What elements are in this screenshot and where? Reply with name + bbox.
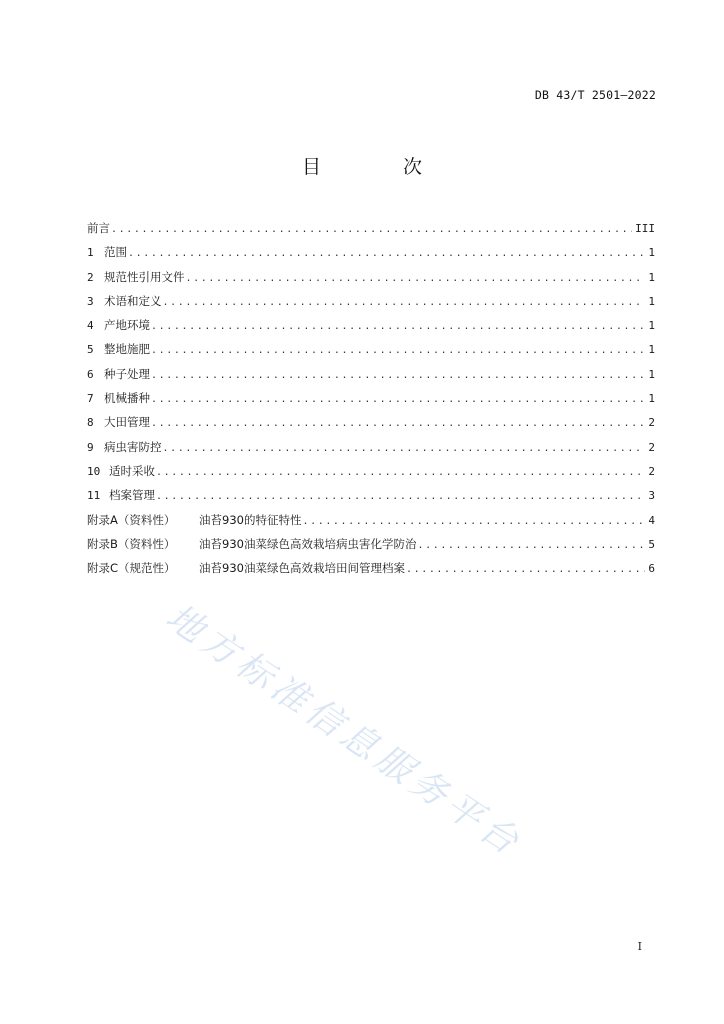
toc-entry-number: 5 — [87, 343, 94, 357]
toc-dot-leader — [186, 271, 646, 287]
toc-entry-label: 范围 — [104, 245, 127, 260]
toc-entry-8[interactable] — [87, 414, 655, 438]
page-number: I — [637, 940, 642, 953]
toc-dot-leader — [156, 489, 645, 505]
toc-dot-leader — [163, 441, 646, 457]
toc-dot-leader — [151, 319, 645, 335]
toc-entry-page: 2 — [648, 440, 655, 454]
toc-entry-label: 前言 — [87, 221, 110, 235]
toc-entry-page: 5 — [648, 537, 655, 551]
toc-entry-label: 病虫害防控 — [104, 439, 162, 454]
toc-dot-leader — [417, 538, 645, 554]
toc-entry-number: 9 — [87, 440, 94, 454]
page-title: 目 次 — [301, 156, 461, 178]
toc-entry-label: 油苔930油菜绿色高效栽培病虫害化学防治 — [199, 536, 417, 551]
toc-entry-page: 2 — [648, 416, 655, 430]
toc-entry-page: 1 — [648, 392, 655, 406]
toc-entry-page: 4 — [648, 513, 655, 527]
toc-entry-label: 档案管理 — [109, 488, 155, 503]
toc-entry-label: 机械播种 — [104, 391, 150, 406]
toc-entry-label: 规范性引用文件 — [104, 269, 185, 284]
toc-dot-leader — [151, 392, 645, 408]
toc-entry-5[interactable] — [87, 341, 655, 365]
toc-appendix-tag: 附录C（规范性） — [87, 561, 176, 576]
toc-appendix-tag: 附录B（资料性） — [87, 536, 176, 551]
toc-entry-2[interactable] — [87, 269, 655, 293]
document-code: DB 43/T 2501—2022 — [534, 88, 656, 102]
toc-entry-number: 8 — [87, 416, 94, 430]
toc-entry-foreword[interactable] — [87, 220, 655, 244]
toc-dot-leader — [111, 222, 632, 238]
toc-entry-number: 10 — [87, 464, 101, 478]
toc-entry-page: 1 — [648, 294, 655, 308]
toc-entry-appendix-b[interactable] — [87, 536, 655, 560]
toc-dot-leader — [406, 562, 645, 578]
toc-entry-label: 适时采收 — [109, 463, 155, 478]
toc-entry-number: 3 — [87, 294, 94, 308]
watermark: 地方标准信息服务平台 — [158, 596, 530, 866]
toc-entry-label: 术语和定义 — [104, 293, 162, 308]
toc-entry-4[interactable] — [87, 317, 655, 341]
toc-entry-9[interactable] — [87, 439, 655, 463]
toc-entry-page: 1 — [648, 246, 655, 260]
toc-dot-leader — [151, 416, 645, 432]
toc-entry-number: 11 — [87, 489, 101, 503]
toc-entry-label: 油苔930油菜绿色高效栽培田间管理档案 — [199, 561, 405, 576]
toc-entry-1[interactable] — [87, 244, 655, 268]
toc-entry-number: 2 — [87, 270, 94, 284]
toc-entry-page: 1 — [648, 367, 655, 381]
toc-entry-page: 1 — [648, 343, 655, 357]
toc-entry-3[interactable] — [87, 293, 655, 317]
toc-dot-leader — [151, 343, 645, 359]
toc-entry-page: 1 — [648, 319, 655, 333]
toc-entry-label: 产地环境 — [104, 318, 150, 333]
toc-dot-leader — [302, 514, 645, 530]
toc-dot-leader — [156, 465, 645, 481]
toc-entry-label: 大田管理 — [104, 415, 150, 430]
toc-appendix-tag: 附录A（资料性） — [87, 512, 176, 527]
toc-entry-page: 1 — [648, 270, 655, 284]
toc-entry-number: 4 — [87, 319, 94, 333]
toc-entry-6[interactable] — [87, 366, 655, 390]
toc-entry-page: III — [635, 222, 655, 235]
toc-entry-appendix-a[interactable] — [87, 512, 655, 536]
toc-dot-leader — [163, 295, 646, 311]
toc-entry-page: 3 — [648, 489, 655, 503]
toc-entry-7[interactable] — [87, 390, 655, 414]
table-of-contents — [87, 220, 655, 584]
toc-entry-11[interactable] — [87, 487, 655, 511]
toc-entry-label: 种子处理 — [104, 366, 150, 381]
toc-entry-appendix-c[interactable] — [87, 560, 655, 584]
toc-entry-label: 整地施肥 — [104, 342, 150, 357]
toc-dot-leader — [151, 368, 645, 384]
toc-entry-number: 6 — [87, 367, 94, 381]
toc-entry-number: 7 — [87, 392, 94, 406]
toc-entry-number: 1 — [87, 246, 94, 260]
toc-entry-page: 2 — [648, 464, 655, 478]
toc-entry-page: 6 — [648, 562, 655, 576]
toc-dot-leader — [128, 246, 645, 262]
toc-entry-label: 油苔930的特征特性 — [199, 512, 302, 527]
toc-entry-10[interactable] — [87, 463, 655, 487]
